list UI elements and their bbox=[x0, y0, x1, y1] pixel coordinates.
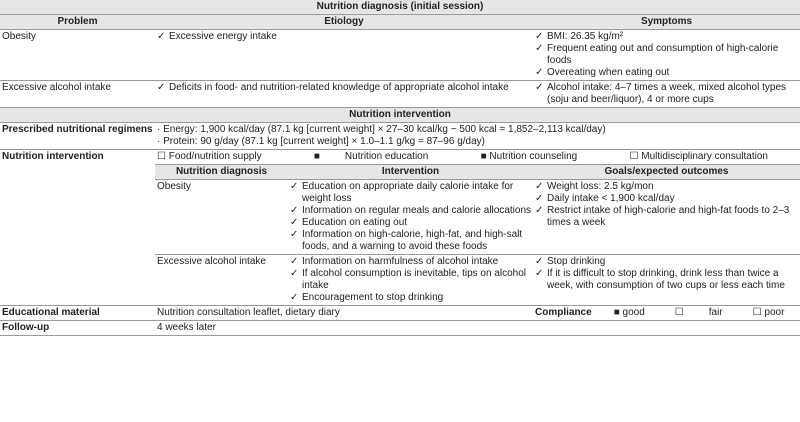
symptoms-obesity bbox=[533, 30, 800, 81]
checkbox-empty-icon: ☐ bbox=[674, 307, 684, 318]
list-item: ✓ Restrict intake of high-calorie and high-fat foods to 2–3 times a week bbox=[535, 205, 790, 228]
sub-interventions-alcohol bbox=[288, 255, 533, 306]
checkbox-filled-icon: ■ bbox=[613, 307, 620, 318]
list-item: ✓ Information on high-calorie, high-fat, and high-salt foods, and a warning to avoid these foods bbox=[290, 229, 523, 252]
sub-header-intervention: Intervention bbox=[288, 165, 533, 180]
problem-alcohol: Excessive alcohol intake bbox=[2, 82, 111, 93]
list-item: ✓ Daily intake < 1,900 kcal/day bbox=[535, 193, 675, 204]
regimen-protein: · Protein: 90 g/day (87.1 kg [current weight] × 1.0–1.1 g/kg = 87–96 g/day) bbox=[157, 136, 485, 147]
checkbox-empty-icon: ☐ bbox=[157, 151, 166, 162]
list-item: ✓ Education on appropriate daily calorie intake for weight loss bbox=[290, 181, 514, 204]
list-item: ✓ Alcohol intake: 4–7 times a week, mixed alcohol types (soju and beer/liquor), 4 or more cups bbox=[535, 82, 787, 105]
check-icon: ✓ bbox=[290, 256, 299, 267]
ni-label: Nutrition intervention bbox=[2, 151, 104, 162]
check-icon: ✓ bbox=[535, 43, 544, 54]
diagnosis-title: Nutrition diagnosis (initial session) bbox=[0, 0, 800, 15]
check-icon: ✓ bbox=[290, 181, 299, 192]
check-icon: ✓ bbox=[535, 31, 544, 42]
intervention-title: Nutrition intervention bbox=[0, 108, 800, 123]
compliance bbox=[533, 306, 800, 321]
etiology-alcohol bbox=[155, 81, 533, 108]
list-item: ✓ Deficits in food- and nutrition-related knowledge of appropriate alcohol intake bbox=[157, 82, 509, 93]
check-icon: ✓ bbox=[290, 229, 299, 240]
check-icon: ✓ bbox=[157, 82, 166, 93]
regimens-label: Prescribed nutritional regimens bbox=[2, 124, 153, 135]
ni-options bbox=[155, 150, 800, 165]
check-icon: ✓ bbox=[157, 31, 166, 42]
check-icon: ✓ bbox=[290, 205, 299, 216]
list-item: ✓ BMI: 26.35 kg/m² bbox=[535, 31, 624, 42]
compliance-good: ■ good bbox=[613, 307, 645, 318]
check-icon: ✓ bbox=[535, 193, 544, 204]
followup-label: Follow-up bbox=[2, 322, 50, 333]
checkbox-filled-icon: ■ bbox=[480, 151, 487, 162]
checkbox-filled-icon: ■ bbox=[313, 151, 320, 162]
check-icon: ✓ bbox=[535, 268, 544, 279]
option-multidisciplinary: ☐ Multidisciplinary consultation bbox=[629, 151, 768, 162]
symptoms-alcohol bbox=[533, 81, 800, 108]
header-problem: Problem bbox=[0, 15, 155, 30]
list-item: ✓ Overeating when eating out bbox=[535, 67, 670, 78]
sub-header-diagnosis: Nutrition diagnosis bbox=[155, 165, 288, 180]
header-symptoms: Symptoms bbox=[533, 15, 800, 30]
sub-goals-alcohol bbox=[533, 255, 800, 306]
sub-header-goals: Goals/expected outcomes bbox=[533, 165, 800, 180]
list-item: ✓ Information on harmfulness of alcohol intake bbox=[290, 256, 499, 267]
sub-goals-obesity bbox=[533, 180, 800, 255]
check-icon: ✓ bbox=[290, 292, 299, 303]
compliance-fair: ☐ fair bbox=[674, 307, 723, 318]
check-icon: ✓ bbox=[535, 205, 544, 216]
list-item: ✓ Education on eating out bbox=[290, 217, 408, 228]
option-food-supply: ☐ Food/nutrition supply bbox=[157, 151, 262, 162]
etiology-obesity bbox=[155, 30, 533, 81]
regimens-value bbox=[155, 123, 800, 150]
followup-value: 4 weeks later bbox=[157, 322, 216, 333]
compliance-poor: ☐ poor bbox=[752, 307, 785, 318]
list-item: ✓ If alcohol consumption is inevitable, tips on alcohol intake bbox=[290, 268, 527, 291]
sub-diagnosis-alcohol: Excessive alcohol intake bbox=[157, 256, 266, 267]
list-item: ✓ If it is difficult to stop drinking, drink less than twice a week, with consumption of two cups or less each time bbox=[535, 268, 785, 291]
list-item: ✓ Frequent eating out and consumption of high-calorie foods bbox=[535, 43, 779, 66]
problem-obesity: Obesity bbox=[2, 31, 36, 42]
check-icon: ✓ bbox=[535, 256, 544, 267]
sub-diagnosis-obesity: Obesity bbox=[157, 181, 191, 192]
header-etiology: Etiology bbox=[155, 15, 533, 30]
regimen-energy: · Energy: 1,900 kcal/day (87.1 kg [current weight] × 27–30 kcal/kg − 500 kcal = 1,852–2,113 kcal/day) bbox=[157, 124, 606, 135]
option-nutrition-education: ■ Nutrition education bbox=[313, 151, 429, 162]
compliance-label: Compliance bbox=[535, 307, 592, 318]
check-icon: ✓ bbox=[535, 82, 544, 93]
check-icon: ✓ bbox=[535, 67, 544, 78]
edu-label: Educational material bbox=[2, 307, 100, 318]
check-icon: ✓ bbox=[290, 268, 299, 279]
edu-value: Nutrition consultation leaflet, dietary diary bbox=[157, 307, 340, 318]
checkbox-empty-icon: ☐ bbox=[629, 151, 639, 162]
option-nutrition-counseling: ■ Nutrition counseling bbox=[480, 151, 578, 162]
list-item: ✓ Information on regular meals and calorie allocations bbox=[290, 205, 532, 216]
list-item: ✓ Encouragement to stop drinking bbox=[290, 292, 444, 303]
sub-interventions-obesity bbox=[288, 180, 533, 255]
list-item: ✓ Weight loss: 2.5 kg/mon bbox=[535, 181, 654, 192]
list-item: ✓ Excessive energy intake bbox=[157, 31, 277, 42]
list-item: ✓ Stop drinking bbox=[535, 256, 606, 267]
check-icon: ✓ bbox=[535, 181, 544, 192]
checkbox-empty-icon: ☐ bbox=[752, 307, 762, 318]
check-icon: ✓ bbox=[290, 217, 299, 228]
